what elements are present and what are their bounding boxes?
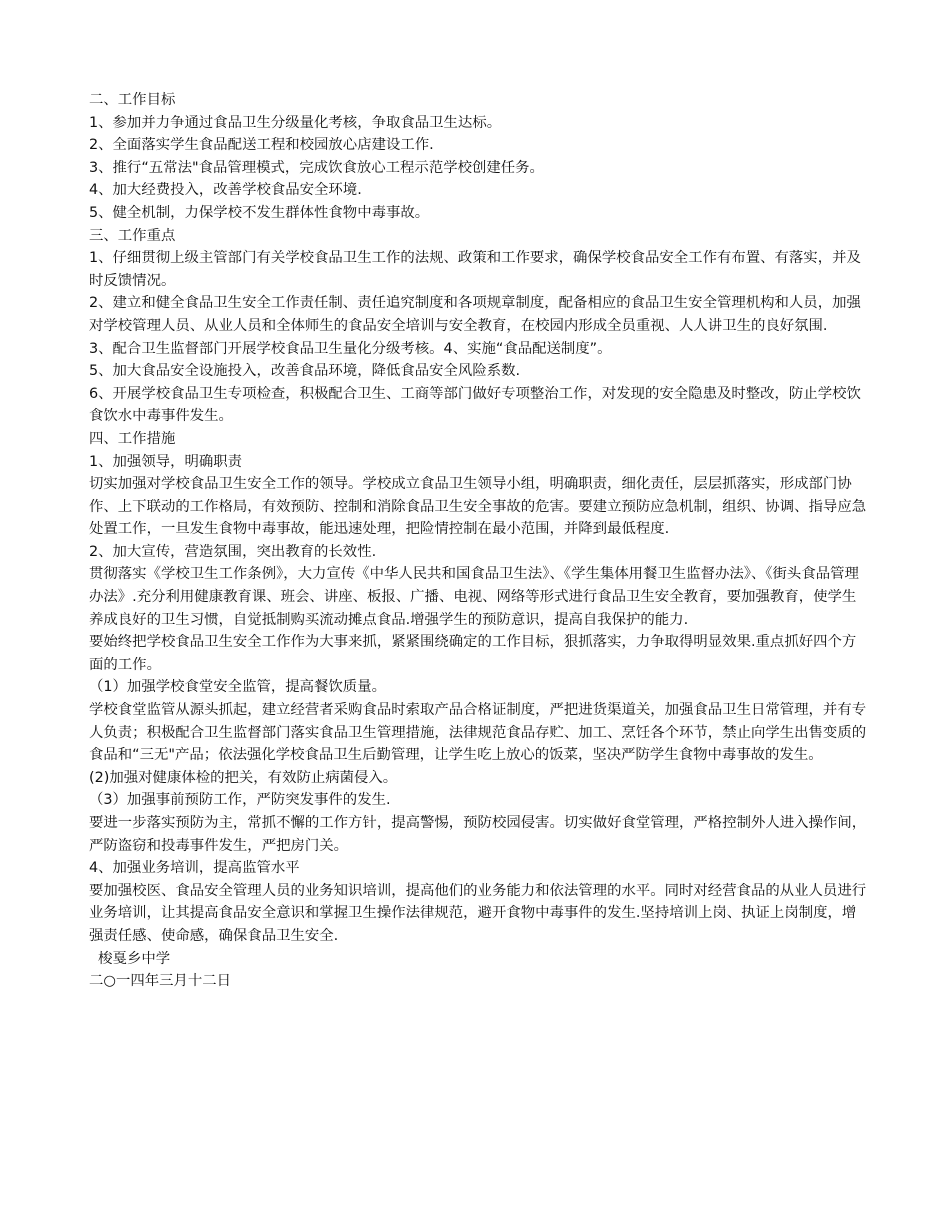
measure-heading-2: 2、加大宣传，营造氛围，突出教育的长效性. xyxy=(89,543,377,560)
measure-heading-1: 1、加强领导，明确职责 xyxy=(89,453,243,470)
focus-item-3-4: 3、配合卫生监督部门开展学校食品卫生量化分级考核。4、实施“食品配送制度”。 xyxy=(89,340,612,357)
goal-item-3: 3、推行“五常法"食品管理模式，完成饮食放心工程示范学校创建任务。 xyxy=(89,159,544,176)
goal-item-2: 2、全面落实学生食品配送工程和校园放心店建设工作. xyxy=(89,137,434,154)
section-heading-focus: 三、工作重点 xyxy=(89,227,176,244)
measure-subheading-1: （1）加强学校食堂安全监管，提高餐饮质量。 xyxy=(89,679,386,696)
goal-item-4: 4、加大经费投入，改善学校食品安全环境. xyxy=(89,182,362,199)
signature-date: 二○一四年三月十二日 xyxy=(89,973,232,990)
measure-paragraph-6: 要加强校医、食品安全管理人员的业务知识培训，提高他们的业务能力和依法管理的水平。同时对经营食品的从业人员进行业务培训，让其提高食品安全意识和掌握卫生操作法律规范，避开食物中毒事件的发生.坚持培训上岗、执证上岗制度，增强责任感、使命感，确保食品卫生安全. xyxy=(89,882,867,944)
measure-subheading-3: （3）加强事前预防工作，严防突发事件的发生. xyxy=(89,792,391,809)
goal-item-1: 1、参加并力争通过食品卫生分级量化考核，争取食品卫生达标。 xyxy=(89,114,502,131)
measure-paragraph-1: 切实加强对学校食品卫生安全工作的领导。学校成立食品卫生领导小组，明确职责，细化责任，层层抓落实，形成部门协作、上下联动的工作格局，有效预防、控制和消除食品卫生安全事故的危害。要建立预防应急机制，组织、协调、指导应急处置工作，一旦发生食物中毒事故，能迅速处理，把险情控制在最小范围，并降到最低程度. xyxy=(89,476,867,538)
measure-heading-4: 4、加强业务培训，提高监管水平 xyxy=(89,860,300,877)
measure-paragraph-5: 要进一步落实预防为主，常抓不懈的工作方针，提高警惕，预防校园侵害。切实做好食堂管理，严格控制外人进入操作间，严防盗窃和投毒事件发生，严把房门关。 xyxy=(89,815,867,854)
section-heading-goals: 二、工作目标 xyxy=(89,92,176,108)
document-body xyxy=(89,89,867,993)
focus-item-5: 5、加大食品安全设施投入，改善食品环境，降低食品安全风险系数. xyxy=(89,363,521,380)
focus-item-6: 6、开展学校食品卫生专项检查，积极配合卫生、工商等部门做好专项整治工作，对发现的安全隐患及时整改，防止学校饮食饮水中毒事件发生。 xyxy=(89,385,861,425)
section-heading-measures: 四、工作措施 xyxy=(89,430,176,447)
goal-item-5: 5、健全机制，力保学校不发生群体性食物中毒事故。 xyxy=(89,204,430,221)
measure-subheading-2: (2)加强对健康体检的把关，有效防止病菌侵入。 xyxy=(89,769,398,786)
measure-paragraph-4: 学校食堂监管从源头抓起，建立经营者采购食品时索取产品合格证制度，严把进货渠道关，加强食品卫生日常管理，并有专人负责；积极配合卫生监督部门落实食品卫生管理措施，法律规范食品存贮、加工、烹饪各个环节，禁止向学生出售变质的食品和“三无"产品；依法强化学校食品卫生后勤管理，让学生吃上放心的饭菜，坚决严防学生食物中毒事故的发生。 xyxy=(89,702,867,764)
focus-item-2: 2、建立和健全食品卫生安全工作责任制、责任追究制度和各项规章制度，配备相应的食品卫生安全管理机构和人员，加强对学校管理人员、从业人员和全体师生的食品安全培训与安全教育，在校园内形成全员重视、人人讲卫生的良好氛围. xyxy=(89,295,861,334)
focus-item-1: 1、仔细贯彻上级主管部门有关学校食品卫生工作的法规、政策和工作要求，确保学校食品安全工作有布置、有落实，并及时反馈情况。 xyxy=(89,250,861,289)
measure-paragraph-2: 贯彻落实《学校卫生工作条例》，大力宣传《中华人民共和国食品卫生法》、《学生集体用餐卫生监督办法》、《街头食品管理办法》.充分利用健康教育课、班会、讲座、板报、广播、电视、网络等形式进行食品卫生安全教育，要加强教育，使学生养成良好的卫生习惯，自觉抵制购买流动摊点食品.增强学生的预防意识，提高自我保护的能力. xyxy=(89,566,859,628)
measure-paragraph-3: 要始终把学校食品卫生安全工作作为大事来抓，紧紧围绕确定的工作目标，狠抓落实，力争取得明显效果.重点抓好四个方面的工作。 xyxy=(89,634,857,673)
signature-school: 梭戛乡中学 xyxy=(89,950,171,967)
